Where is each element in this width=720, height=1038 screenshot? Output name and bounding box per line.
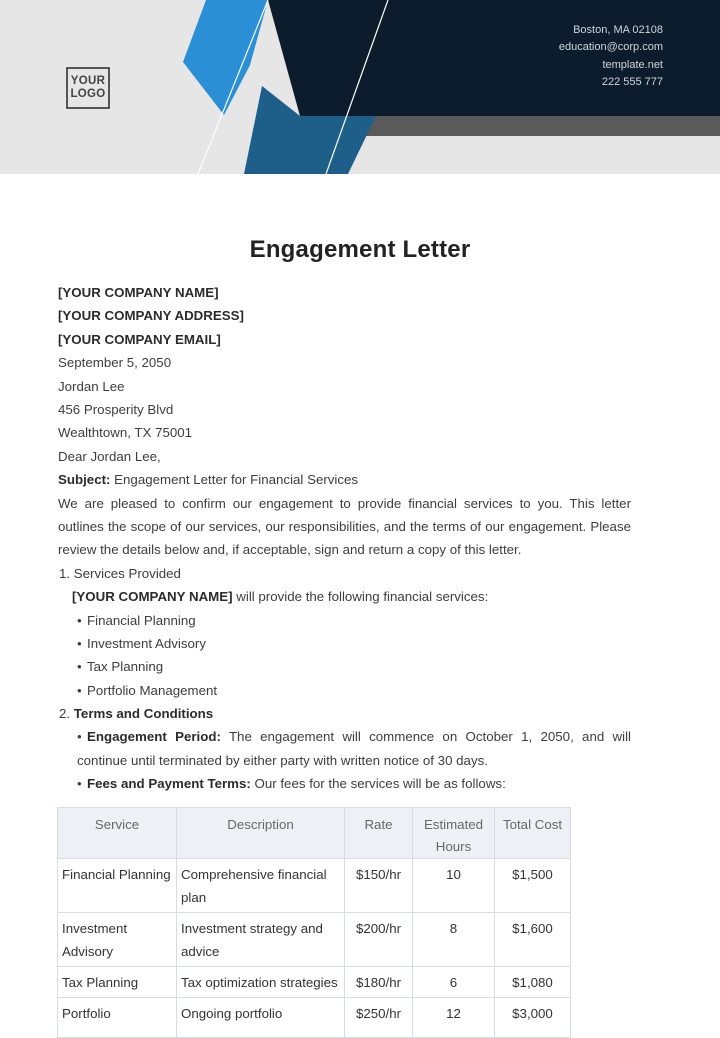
intro-paragraph: We are pleased to confirm our engagement to provide financial services to you. This letter outlines the scope of our services, our responsibilities, and the terms of our engagement. Please review the details below and, if acceptable, sign and return a copy of this letter.: [58, 495, 631, 558]
section-1-lead-text: will provide the following financial services:: [232, 589, 489, 605]
cell-hours: 10: [413, 859, 495, 913]
contact-email: education@corp.com: [558, 41, 663, 54]
cell-total: $1,500: [495, 859, 571, 913]
section-2-title: Terms and Conditions: [73, 706, 214, 722]
subject-label: Subject:: [58, 472, 111, 488]
column-header-service: Service: [58, 808, 177, 859]
cell-hours: 8: [413, 913, 495, 967]
service-label: Tax Planning: [87, 659, 164, 675]
cell-hours: 12: [413, 998, 495, 1038]
service-list-item: [58, 655, 631, 678]
cell-total: $1,080: [495, 967, 571, 998]
recipient-name: Jordan Lee: [58, 378, 125, 394]
cell-rate: $150/hr: [345, 859, 413, 913]
table-row: [58, 998, 571, 1038]
cell-service: Investment Advisory: [58, 913, 177, 967]
cell-rate: $200/hr: [345, 913, 413, 967]
table-row: [58, 967, 571, 998]
cell-total: $3,000: [495, 998, 571, 1038]
company-email: [YOUR COMPANY EMAIL]: [58, 331, 221, 347]
recipient-street: 456 Prosperity Blvd: [58, 401, 174, 417]
subject-text: Engagement Letter for Financial Services: [110, 472, 359, 488]
engagement-period-text: The engagement will commence on October 1, 2050, and will continue until terminated by either party with written notice of 30 days.: [77, 729, 631, 768]
table-header-row: [58, 808, 571, 859]
section-2-number: 2.: [59, 706, 71, 722]
column-header-rate: Rate: [345, 808, 413, 859]
recipient-city: Wealthtown, TX 75001: [58, 425, 193, 441]
bullet-icon: •: [77, 659, 82, 675]
cell-description: Ongoing portfolio: [177, 998, 345, 1038]
contact-address: Boston, MA 02108: [573, 24, 663, 36]
subject-line: [58, 468, 631, 491]
salutation: Dear Jordan Lee,: [58, 448, 161, 464]
document-title: Engagement Letter: [249, 236, 471, 263]
contact-phone: 222 555 777: [601, 75, 663, 88]
section-2-heading: [58, 702, 631, 725]
cell-description: Investment strategy and advice: [177, 913, 345, 967]
service-label: Financial Planning: [87, 612, 196, 628]
cell-rate: $250/hr: [345, 998, 413, 1038]
column-header-total: Total Cost: [495, 808, 571, 859]
column-header-hours: Estimated Hours: [413, 808, 495, 859]
bullet-icon: •: [77, 729, 82, 745]
fees-table: [57, 807, 571, 1038]
contact-block: [559, 22, 663, 91]
fees-text: Our fees for the services will be as follows:: [250, 776, 506, 792]
cell-rate: $180/hr: [345, 967, 413, 998]
section-1-title: Services Provided: [73, 565, 181, 581]
bullet-icon: •: [77, 612, 82, 628]
company-name: [YOUR COMPANY NAME]: [58, 285, 219, 300]
company-address: [YOUR COMPANY ADDRESS]: [58, 308, 244, 324]
cell-service: Financial Planning: [58, 859, 177, 913]
engagement-period-item: [58, 725, 631, 772]
service-label: Investment Advisory: [87, 635, 206, 651]
section-1-lead-company: [YOUR COMPANY NAME]: [72, 589, 233, 605]
letter-date: September 5, 2050: [58, 355, 172, 371]
section-1-heading: [58, 562, 631, 585]
engagement-period-label: Engagement Period:: [87, 729, 221, 745]
bullet-icon: •: [77, 682, 82, 698]
service-label: Portfolio Management: [87, 682, 218, 698]
logo-text: YOUR LOGO: [70, 75, 106, 100]
section-1-lead: [58, 585, 631, 608]
letter-body: [58, 281, 631, 796]
company-logo: [66, 67, 110, 109]
fees-item: [58, 772, 631, 795]
table-row: [58, 913, 571, 967]
cell-description: Tax optimization strategies: [177, 967, 345, 998]
cell-description: Comprehensive financial plan: [177, 859, 345, 913]
fees-label: Fees and Payment Terms:: [87, 776, 251, 792]
section-1-number: 1.: [59, 565, 71, 581]
contact-website: template.net: [602, 58, 663, 71]
service-list-item: [58, 632, 631, 655]
service-list-item: [58, 679, 631, 702]
cell-total: $1,600: [495, 913, 571, 967]
service-list-item: [58, 609, 631, 632]
cell-service: Tax Planning: [58, 967, 177, 998]
table-row: [58, 859, 571, 913]
cell-hours: 6: [413, 967, 495, 998]
header-banner: [0, 0, 720, 174]
bullet-icon: •: [77, 776, 82, 792]
bullet-icon: •: [77, 635, 82, 651]
cell-service: Portfolio: [58, 998, 177, 1038]
column-header-description: Description: [177, 808, 345, 859]
